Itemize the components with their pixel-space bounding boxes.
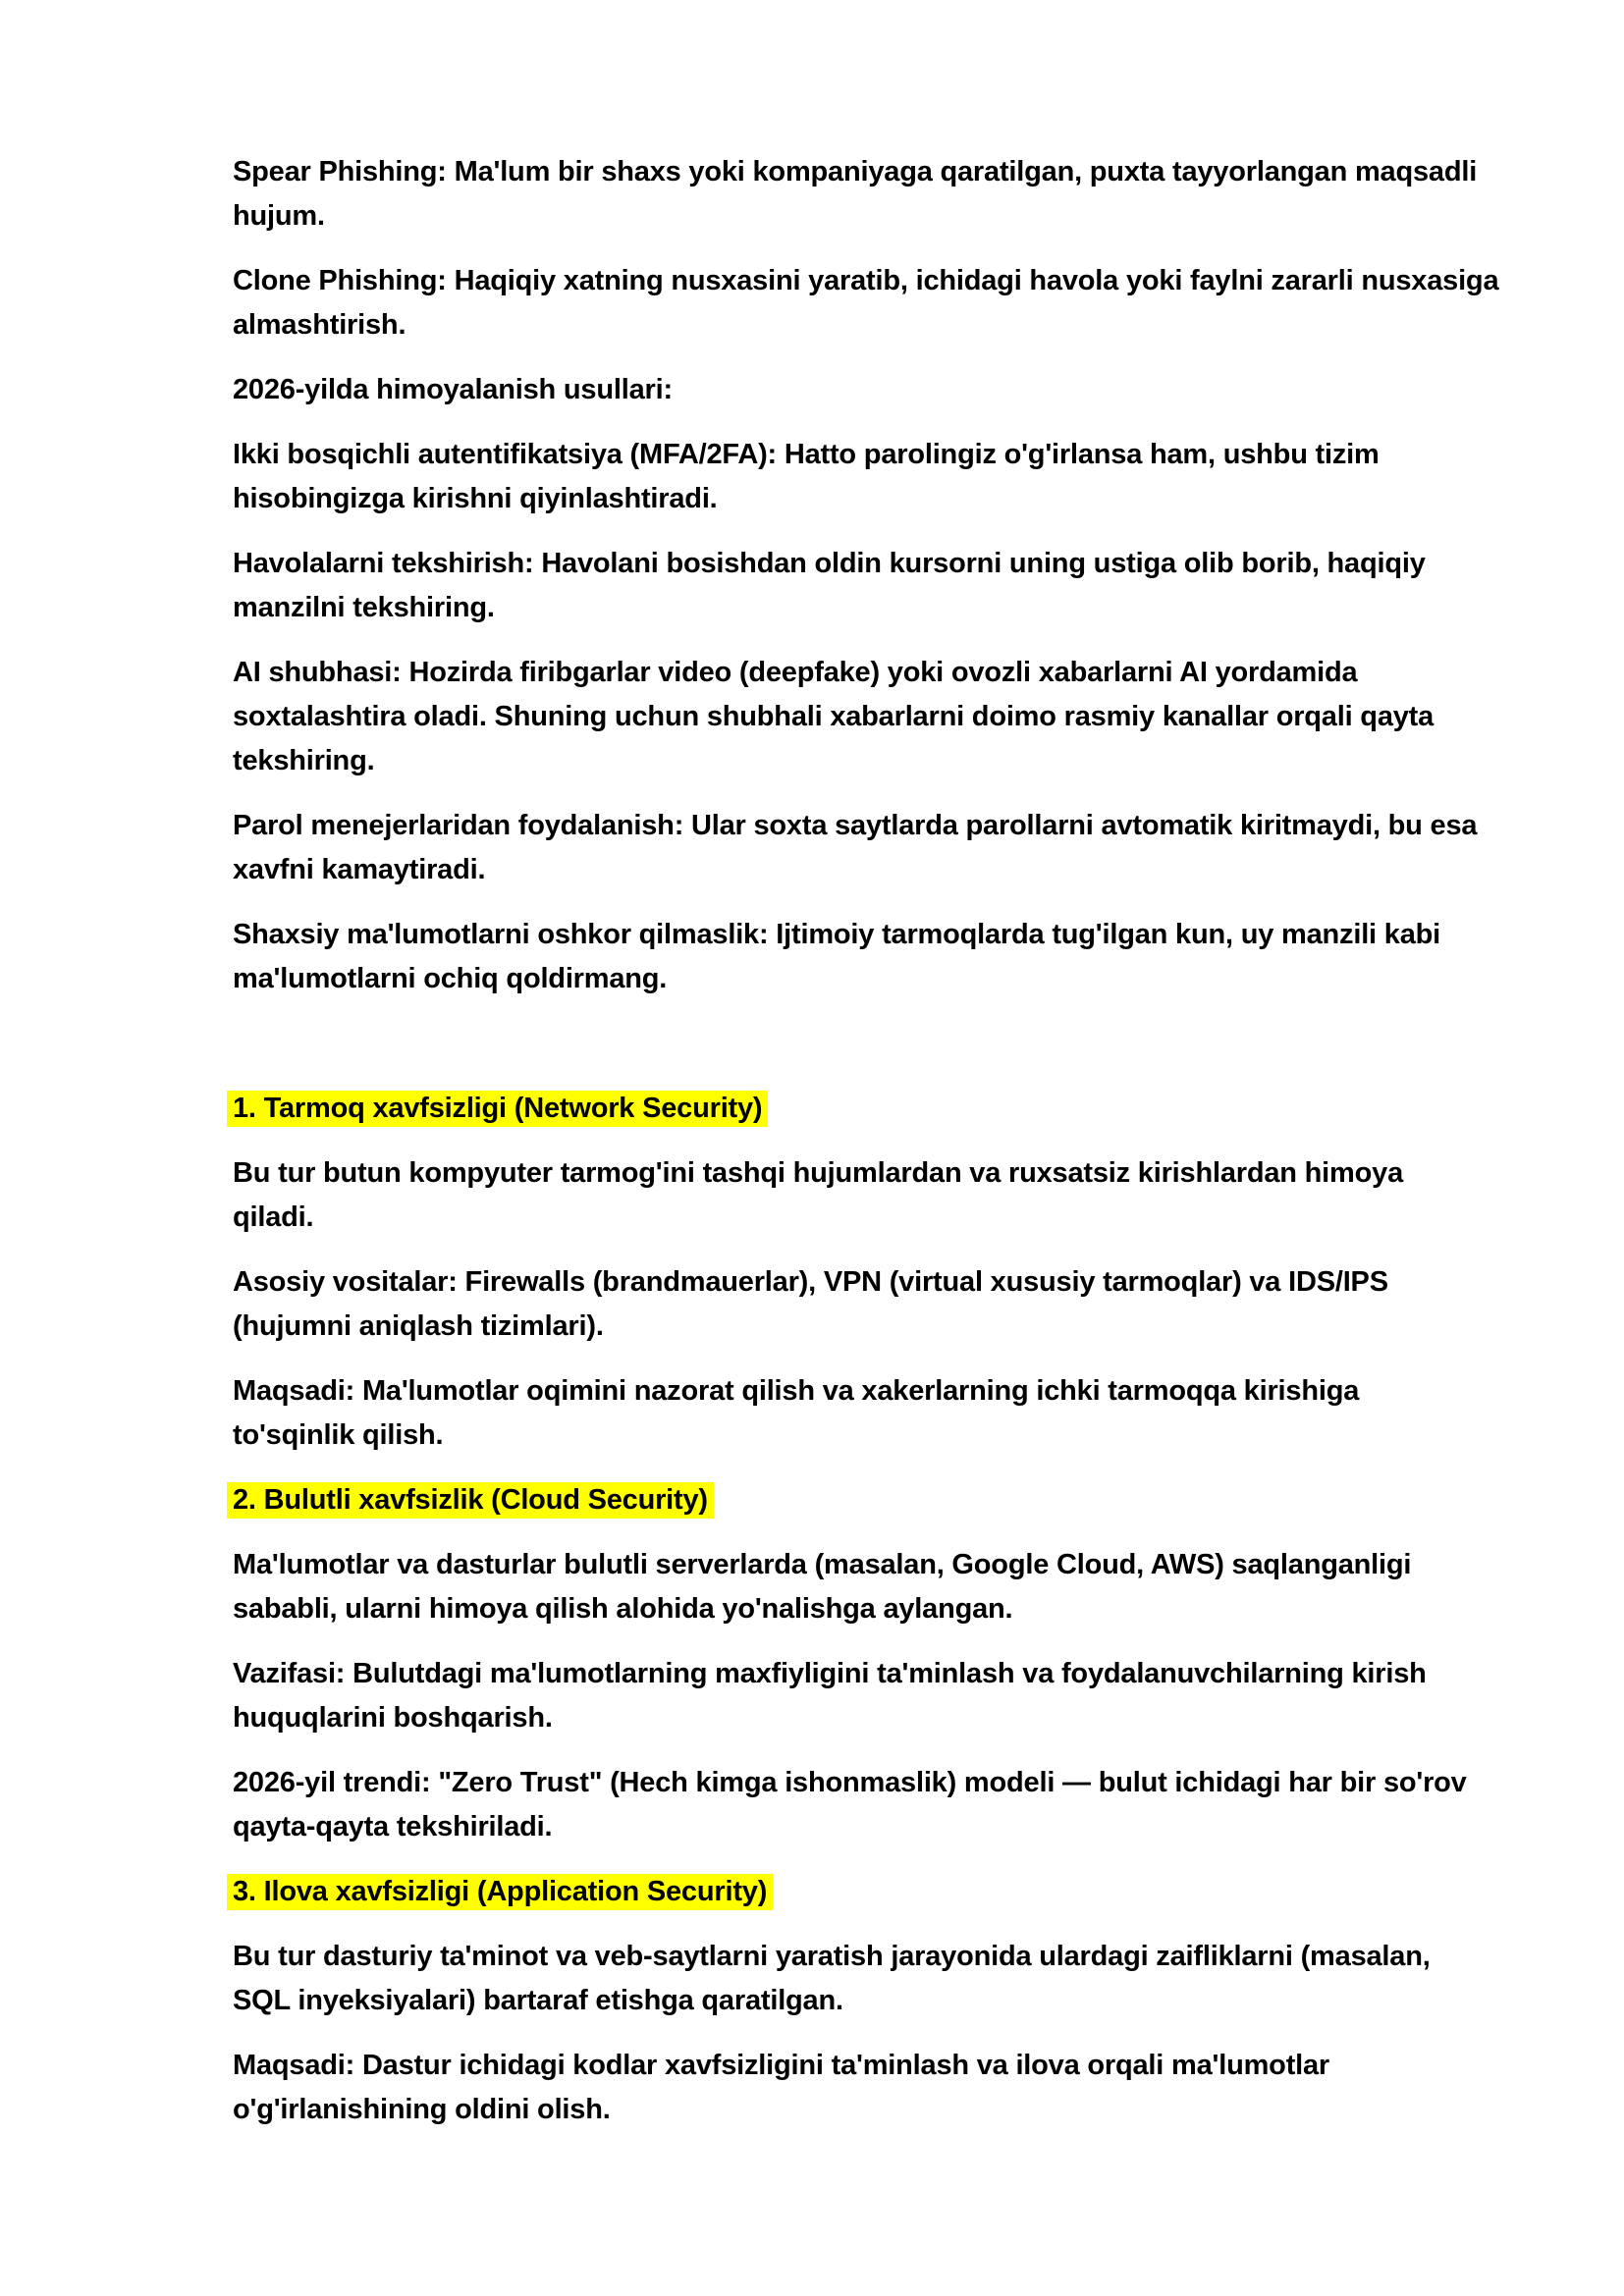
text-line: 2026-yil trendi: "Zero Trust" (Hech kimga ishonmaslik) modeli — bulut ichidagi har bir so'rov [233, 1767, 1467, 1798]
paragraph [233, 651, 1548, 783]
text-line: 2026-yilda himoyalanish usullari: [233, 374, 673, 405]
text-line: Havolalarni tekshirish: Havolani bosishdan oldin kursorni uning ustiga olib borib, haqiqiy [233, 548, 1426, 579]
text-line: hisobingizga kirishni qiyinlashtiradi. [233, 483, 718, 514]
text-line [233, 1870, 1548, 1914]
text-line [233, 1022, 1548, 1066]
section-heading [233, 1870, 1548, 1914]
section-heading [233, 1087, 1548, 1131]
paragraph [233, 1652, 1548, 1740]
text-line: ma'lumotlarni ochiq qoldirmang. [233, 963, 668, 994]
section-heading [233, 1478, 1548, 1522]
text-line: tekshiring. [233, 745, 375, 776]
text-line: xavfni kamaytiradi. [233, 854, 486, 885]
text-line: Maqsadi: Dastur ichidagi kodlar xavfsizligini ta'minlash va ilova orqali ma'lumotlar [233, 2050, 1330, 2081]
text-line: Vazifasi: Bulutdagi ma'lumotlarning maxfiyligini ta'minlash va foydalanuvchilarning kirish [233, 1658, 1427, 1689]
paragraph [233, 1022, 1548, 1066]
text-line: qiladi. [233, 1201, 314, 1233]
text-line: Clone Phishing: Haqiqiy xatning nusxasini yaratib, ichidagi havola yoki faylni zararli nusxasiga [233, 265, 1499, 296]
text-line: Bu tur dasturiy ta'minot va veb-saytlarni yaratish jarayonida ulardagi zaifliklarni (masalan, [233, 1941, 1431, 1972]
paragraph [233, 368, 1548, 412]
paragraph [233, 259, 1548, 347]
paragraph [233, 1151, 1548, 1240]
text-line: Asosiy vositalar: Firewalls (brandmauerlar), VPN (virtual xususiy tarmoqlar) va IDS/IPS [233, 1266, 1388, 1298]
paragraph [233, 150, 1548, 239]
text-line: o'g'irlanishining oldini olish. [233, 2094, 611, 2125]
text-line [233, 1087, 1548, 1131]
text-line: hujum. [233, 200, 325, 232]
text-line: almashtirish. [233, 309, 406, 341]
text-line: Ma'lumotlar va dasturlar bulutli serverlarda (masalan, Google Cloud, AWS) saqlanganligi [233, 1549, 1412, 1580]
text-line: qayta-qayta tekshiriladi. [233, 1811, 553, 1842]
paragraph [233, 1260, 1548, 1349]
text-line: to'sqinlik qilish. [233, 1419, 444, 1451]
text-line [233, 1478, 1548, 1522]
paragraph [233, 1369, 1548, 1458]
highlighted-heading-text: 2. Bulutli xavfsizlik (Cloud Security) [227, 1482, 714, 1519]
text-line: manzilni tekshiring. [233, 592, 495, 623]
paragraph [233, 1935, 1548, 2023]
text-line: sababli, ularni himoya qilish alohida yo'nalishga aylangan. [233, 1593, 1013, 1625]
paragraph [233, 1761, 1548, 1849]
text-line: Spear Phishing: Ma'lum bir shaxs yoki kompaniyaga qaratilgan, puxta tayyorlangan maqsadli [233, 156, 1478, 187]
text-line: soxtalashtira oladi. Shuning uchun shubhali xabarlarni doimo rasmiy kanallar orqali qayta [233, 701, 1435, 732]
highlighted-heading-text: 1. Tarmoq xavfsizligi (Network Security) [227, 1091, 768, 1127]
text-line: AI shubhasi: Hozirda firibgarlar video (deepfake) yoki ovozli xabarlarni AI yordamida [233, 657, 1358, 688]
text-line: huquqlarini boshqarish. [233, 1702, 553, 1734]
text-line: Shaxsiy ma'lumotlarni oshkor qilmaslik: Ijtimoiy tarmoqlarda tug'ilgan kun, uy manzili kabi [233, 919, 1440, 950]
text-line: SQL inyeksiyalari) bartaraf etishga qaratilgan. [233, 1985, 843, 2016]
paragraph [233, 804, 1548, 892]
paragraph [233, 433, 1548, 521]
paragraph [233, 913, 1548, 1001]
text-line: Maqsadi: Ma'lumotlar oqimini nazorat qilish va xakerlarning ichki tarmoqqa kirishiga [233, 1375, 1360, 1407]
text-line: (hujumni aniqlash tizimlari). [233, 1310, 604, 1342]
text-line: Parol menejerlaridan foydalanish: Ular soxta saytlarda parollarni avtomatik kiritmaydi, bu esa [233, 810, 1478, 841]
paragraph [233, 1543, 1548, 1631]
text-line: Ikki bosqichli autentifikatsiya (MFA/2FA): Hatto parolingiz o'g'irlansa ham, ushbu tizim [233, 439, 1380, 470]
highlighted-heading-text: 3. Ilova xavfsizligi (Application Security) [227, 1874, 773, 1910]
text-line: Bu tur butun kompyuter tarmog'ini tashqi hujumlardan va ruxsatsiz kirishlardan himoya [233, 1157, 1403, 1189]
paragraph [233, 542, 1548, 630]
document-content [233, 150, 1548, 2153]
paragraph [233, 2044, 1548, 2132]
